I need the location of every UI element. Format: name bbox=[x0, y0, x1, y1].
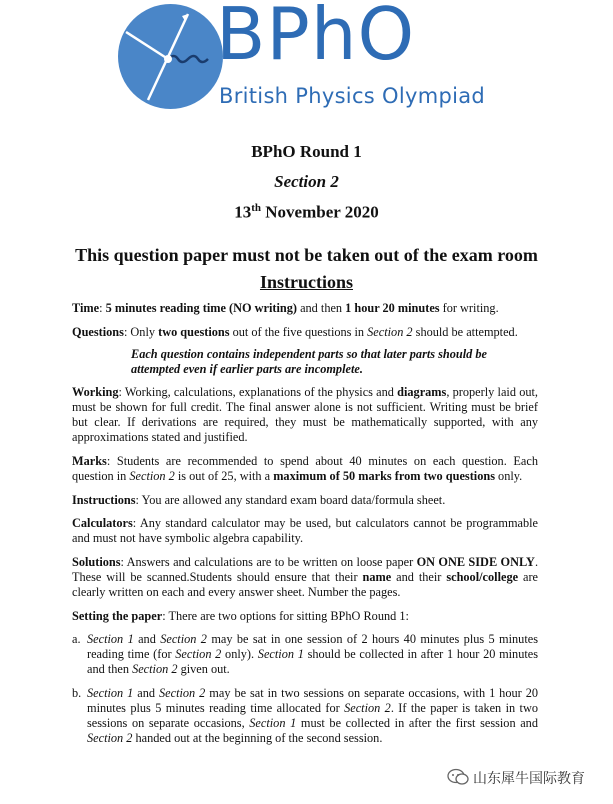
calculators-paragraph: Calculators: Any standard calculator may be used, but calculators cannot be programmable and must not have symbolic algebra capability. bbox=[72, 516, 538, 545]
questions-paragraph: Questions: Only two questions out of the five questions in Section 2 should be attempted. bbox=[72, 325, 518, 339]
time-paragraph: Time: 5 minutes reading time (NO writing) and then 1 hour 20 minutes for writing. bbox=[72, 301, 499, 315]
option-a-marker: a. bbox=[72, 632, 81, 646]
independent-parts-note: Each question contains independent parts so that later parts should be attempted even if earlier parts are incomplete. bbox=[131, 347, 487, 376]
working-paragraph: Working: Working, calculations, explanations of the physics and diagrams, properly laid out, must be shown for full credit. The final answer alone is not sufficient. Writing must be brief but clear. If derivations are required, they must be mathematically supported, with any approximations stated and justified. bbox=[72, 385, 538, 444]
solutions-paragraph: Solutions: Answers and calculations are to be written on loose paper ON ONE SIDE ONLY. These will be scanned.Students should ensure that their name and their school/college are clearly written on each and every answer sheet. Number the pages. bbox=[72, 555, 539, 599]
logo-subtitle: British Physics Olympiad bbox=[219, 84, 486, 108]
option-b-marker: b. bbox=[72, 686, 82, 700]
marks-paragraph: Marks: Students are recommended to spend about 40 minutes on each question. Each question in Section 2 is out of 25, with a maximum of 50 marks from two questions only. bbox=[72, 454, 538, 483]
setting-paragraph: Setting the paper: There are two options for sitting BPhO Round 1: bbox=[72, 609, 409, 623]
atom-diagram-icon bbox=[118, 4, 228, 112]
bpho-logo bbox=[118, 0, 508, 112]
watermark bbox=[447, 768, 585, 790]
logo-wordmark: BPhO bbox=[216, 0, 416, 76]
option-b-item: b. Section 1 and Section 2 may be sat in two sessions on separate occasions, with 1 hour 20 minutes plus 5 minutes reading time allocated for Section 2. If the paper is taken in two sessions on separate occasions, Section 1 must be collected in after the first session and Section 2 handed out at the beginning of the second session. bbox=[72, 686, 538, 745]
exam-date: 13th November 2020 bbox=[234, 202, 379, 222]
instructions-heading: Instructions bbox=[259, 272, 353, 292]
option-a-item: a. Section 1 and Section 2 may be sat in one session of 2 hours 40 minutes plus 5 minutes reading time (for Section 2 only). Section 1 should be collected in after 1 hour 20 minutes and then Section 2 given out. bbox=[72, 632, 539, 676]
instructions-paragraph: Instructions: You are allowed any standard exam board data/formula sheet. bbox=[72, 493, 446, 507]
wechat-icon bbox=[447, 768, 469, 790]
section-title: Section 2 bbox=[274, 172, 339, 191]
watermark-text: 山东犀牛国际教育 bbox=[473, 771, 585, 787]
round-title: BPhO Round 1 bbox=[251, 142, 362, 161]
exam-room-warning: This question paper must not be taken out of the exam room bbox=[75, 245, 538, 265]
